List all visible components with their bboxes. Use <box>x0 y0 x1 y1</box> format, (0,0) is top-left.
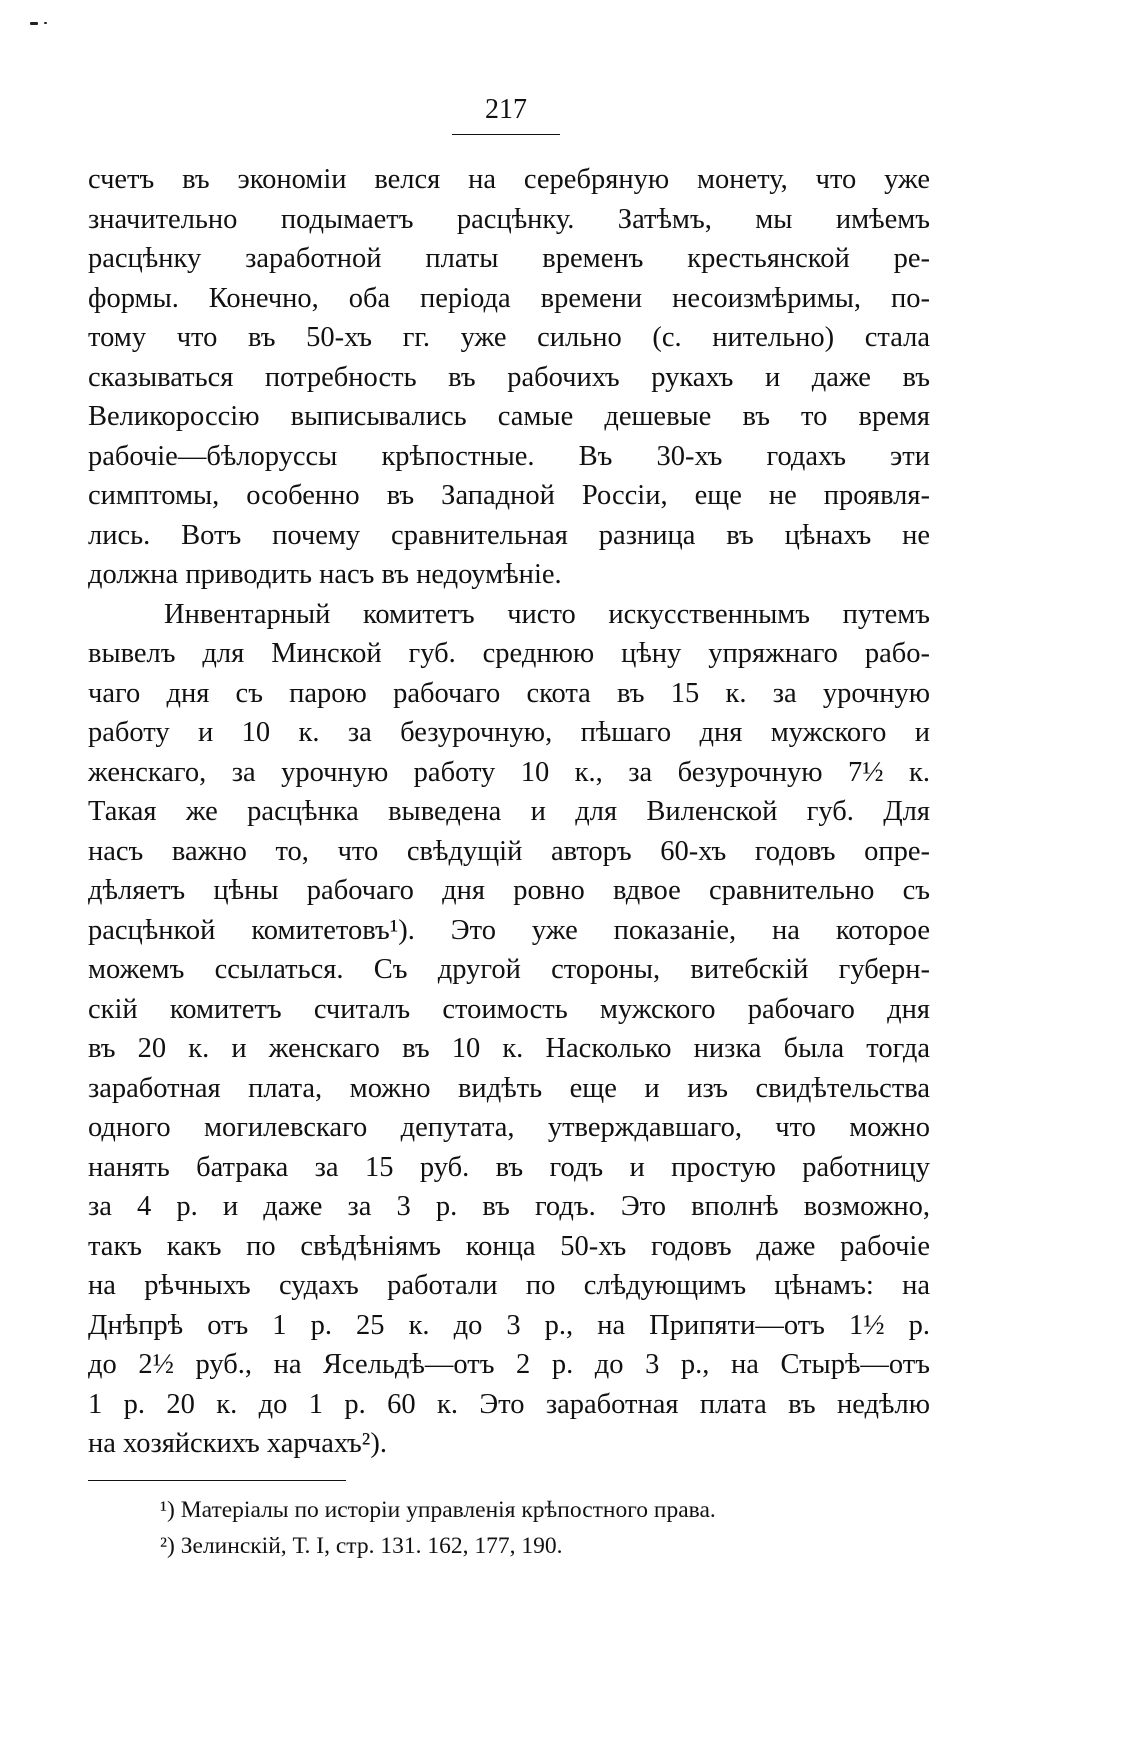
text-line: работу и 10 к. за безурочную, пѣшаго дня мужского и <box>88 717 930 748</box>
footnote-rule <box>88 1480 346 1481</box>
text-line: въ 20 к. и женскаго въ 10 к. Насколько низка была тогда <box>88 1033 930 1064</box>
page-number: 217 <box>485 94 527 125</box>
text-line: на хозяйскихъ харчахъ²). <box>88 1428 387 1459</box>
text-line: счетъ въ экономіи велся на серебряную монету, что уже <box>88 164 930 195</box>
text-line: можемъ ссылаться. Съ другой стороны, витебскій губерн- <box>88 954 930 985</box>
text-line: 1 р. 20 к. до 1 р. 60 к. Это заработная плата въ недѣлю <box>88 1388 930 1420</box>
text-line: до 2½ руб., на Ясельдѣ—отъ 2 р. до 3 р., на Стырѣ—отъ <box>88 1349 930 1380</box>
text-line: Инвентарный комитетъ чисто искусственнымъ путемъ <box>164 598 930 630</box>
text-line: симптомы, особенно въ Западной Россіи, еще не проявля- <box>88 480 930 511</box>
text-line: лись. Вотъ почему сравнительная разница въ цѣнахъ не <box>88 519 930 551</box>
text-line: чаго дня съ парою рабочаго скота въ 15 к. за урочную <box>88 677 930 709</box>
text-line: значительно подымаетъ расцѣнку. Затѣмъ, мы имѣемъ <box>88 203 930 235</box>
text-line: на рѣчныхъ судахъ работали по слѣдующимъ цѣнамъ: на <box>88 1270 930 1301</box>
text-line: такъ какъ по свѣдѣніямъ конца 50-хъ годовъ даже рабочіе <box>88 1230 930 1262</box>
text-line: сказываться потребность въ рабочихъ рукахъ и даже въ <box>88 361 930 393</box>
text-line: скій комитетъ считалъ стоимость мужского рабочаго дня <box>88 993 930 1025</box>
text-line: насъ важно то, что свѣдущій авторъ 60-хъ годовъ опре- <box>88 835 930 867</box>
text-line: дѣляетъ цѣны рабочаго дня ровно вдвое сравнительно съ <box>88 875 930 906</box>
footnote: ²) Зелинскій, Т. І, стр. 131. 162, 177, 190. <box>160 1533 563 1559</box>
text-line: Днѣпрѣ отъ 1 р. 25 к. до 3 р., на Припяти—отъ 1½ р. <box>88 1309 930 1341</box>
text-line: должна приводить насъ въ недоумѣніе. <box>88 559 562 590</box>
text-line: Такая же расцѣнка выведена и для Виленской губ. Для <box>88 796 930 827</box>
page-number-rule <box>452 134 560 135</box>
text-line: рабочіе—бѣлоруссы крѣпостные. Въ 30-хъ годахъ эти <box>88 440 930 472</box>
text-line: формы. Конечно, оба періода времени несоизмѣримы, по- <box>88 282 930 314</box>
body-text <box>88 160 930 1464</box>
text-line: за 4 р. и даже за 3 р. въ годъ. Это вполнѣ возможно, <box>88 1191 930 1222</box>
scan-speck <box>30 22 38 25</box>
text-line: одного могилевскаго депутата, утверждавшаго, что можно <box>88 1112 930 1143</box>
text-line: тому что въ 50-хъ гг. уже сильно (с. нительно) стала <box>88 322 930 353</box>
text-line: расцѣнку заработной платы временъ крестьянской ре- <box>88 243 930 274</box>
text-line: вывелъ для Минской губ. среднюю цѣну упряжнаго рабо- <box>88 638 930 669</box>
text-line: нанять батрака за 15 руб. въ годъ и простую работницу <box>88 1151 930 1183</box>
text-line: Великороссію выписывались самые дешевые въ то время <box>88 401 930 432</box>
text-line: заработная плата, можно видѣть еще и изъ свидѣтельства <box>88 1072 930 1104</box>
scan-speck <box>44 22 47 24</box>
text-line: расцѣнкой комитетовъ¹). Это уже показаніе, на которое <box>88 914 930 946</box>
text-line: женскаго, за урочную работу 10 к., за безурочную 7½ к. <box>88 756 930 788</box>
footnotes <box>160 1492 920 1564</box>
footnote: ¹) Матеріалы по исторіи управленія крѣпостного права. <box>160 1497 716 1523</box>
